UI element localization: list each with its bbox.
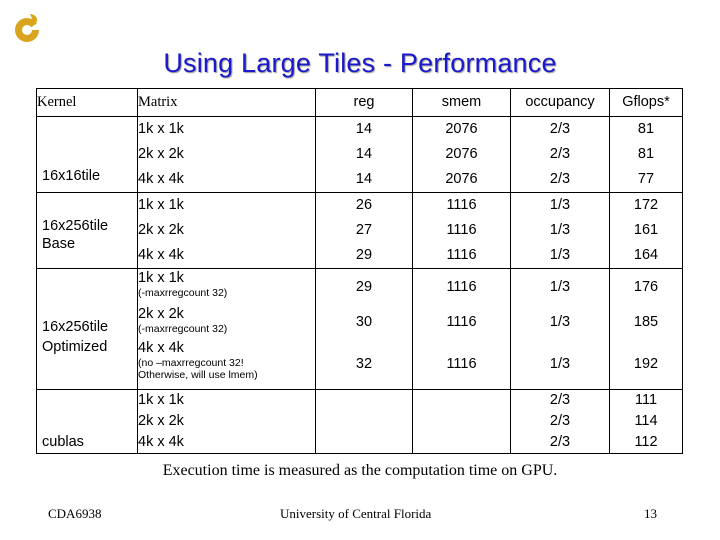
gflops-value: 111 [634, 392, 658, 408]
table-row [37, 390, 683, 454]
gflops-value: 164 [633, 247, 659, 263]
smem-value: 1116 [446, 247, 477, 263]
occupancy-value: 1/3 [549, 356, 571, 372]
matrix-size: 4k x 4k [138, 340, 184, 356]
matrix-size: 2k x 2k [138, 413, 184, 429]
smem-cell [413, 269, 511, 390]
header-kernel: Kernel [37, 89, 138, 117]
smem-cell [413, 390, 511, 454]
matrix-cell [138, 390, 316, 454]
gflops-cell [610, 117, 683, 193]
matrix-cell [138, 269, 316, 390]
matrix-cell [138, 193, 316, 269]
gflops-value: 185 [633, 314, 659, 330]
gflops-value: 176 [633, 279, 659, 295]
matrix-note: (-maxrregcount 32) [138, 323, 228, 335]
matrix-cell [138, 117, 316, 193]
matrix-size: 4k x 4k [138, 434, 184, 450]
smem-value: 2076 [445, 171, 478, 187]
reg-value: 26 [355, 197, 373, 213]
occupancy-value: 2/3 [549, 392, 571, 408]
matrix-size: 1k x 1k [138, 392, 184, 408]
occupancy-value: 1/3 [549, 247, 571, 263]
footnote: Execution time is measured as the computation time on GPU. [162, 462, 558, 479]
smem-value: 1116 [446, 197, 477, 213]
reg-value: 27 [355, 222, 373, 238]
matrix-size: 2k x 2k [138, 222, 184, 238]
reg-value: 29 [355, 247, 373, 263]
reg-value: 14 [355, 171, 373, 187]
gflops-value: 81 [637, 146, 655, 162]
reg-value: 30 [355, 314, 373, 330]
matrix-size: 1k x 1k [138, 197, 184, 213]
reg-value: 14 [355, 121, 373, 137]
kernel-cell [37, 117, 138, 193]
kernel-cell [37, 390, 138, 454]
occupancy-cell [511, 390, 610, 454]
gflops-value: 161 [633, 222, 659, 238]
gflops-value: 192 [633, 356, 659, 372]
occupancy-cell [511, 193, 610, 269]
smem-cell [413, 193, 511, 269]
university-name: University of Central Florida [280, 506, 432, 521]
gflops-value: 114 [634, 413, 658, 429]
occupancy-value: 2/3 [549, 171, 571, 187]
reg-cell [316, 193, 413, 269]
matrix-size: 2k x 2k [138, 306, 184, 322]
matrix-entry [138, 339, 315, 389]
kernel-cell [37, 269, 138, 390]
smem-value: 1116 [446, 356, 477, 372]
table-row [37, 117, 683, 193]
occupancy-value: 2/3 [549, 121, 571, 137]
header-occupancy: occupancy [511, 89, 610, 117]
page-number: 13 [644, 506, 657, 521]
reg-cell [316, 390, 413, 454]
occupancy-value: 1/3 [549, 197, 571, 213]
smem-value: 2076 [445, 146, 478, 162]
gflops-cell [610, 390, 683, 454]
kernel-label: 16x256tile Optimized [42, 319, 109, 355]
smem-cell [413, 117, 511, 193]
matrix-size: 4k x 4k [138, 171, 184, 187]
reg-value: 29 [355, 279, 373, 295]
occupancy-cell [511, 269, 610, 390]
table-header-row [37, 89, 683, 117]
matrix-note: (no –maxrregcount 32! Otherwise, will use lmem) [138, 357, 258, 381]
matrix-entry [138, 305, 315, 339]
header-reg: reg [316, 89, 413, 117]
smem-value: 2076 [445, 121, 478, 137]
reg-cell [316, 269, 413, 390]
smem-value: 1116 [446, 279, 477, 295]
matrix-entry [138, 269, 315, 305]
reg-cell [316, 117, 413, 193]
kernel-label: cublas [42, 434, 84, 450]
gflops-value: 112 [634, 434, 658, 450]
header-smem: smem [413, 89, 511, 117]
occupancy-value: 2/3 [549, 434, 571, 450]
reg-value: 32 [355, 356, 373, 372]
slide-title: Using Large Tiles - Performance [163, 48, 557, 78]
matrix-size: 1k x 1k [138, 270, 184, 286]
header-gflops: Gflops* [610, 89, 683, 117]
smem-value: 1116 [446, 314, 477, 330]
gflops-value: 77 [637, 171, 655, 187]
course-code: CDA6938 [48, 506, 102, 521]
performance-table [36, 88, 683, 454]
gflops-value: 81 [637, 121, 655, 137]
header-matrix: Matrix [138, 89, 316, 117]
gflops-cell [610, 269, 683, 390]
university-logo [13, 12, 43, 44]
occupancy-value: 2/3 [549, 146, 571, 162]
kernel-label: 16x256tile Base [42, 218, 109, 252]
occupancy-value: 1/3 [549, 314, 571, 330]
table-row [37, 193, 683, 269]
smem-value: 1116 [446, 222, 477, 238]
reg-value: 14 [355, 146, 373, 162]
gflops-cell [610, 193, 683, 269]
matrix-note: (-maxrregcount 32) [138, 287, 228, 299]
kernel-label: 16x16tile [42, 168, 101, 184]
kernel-cell [37, 193, 138, 269]
gflops-value: 172 [633, 197, 659, 213]
table-row [37, 269, 683, 390]
occupancy-value: 1/3 [549, 279, 571, 295]
matrix-size: 4k x 4k [138, 247, 184, 263]
occupancy-cell [511, 117, 610, 193]
matrix-size: 1k x 1k [138, 121, 184, 137]
matrix-size: 2k x 2k [138, 146, 184, 162]
occupancy-value: 2/3 [549, 413, 571, 429]
occupancy-value: 1/3 [549, 222, 571, 238]
